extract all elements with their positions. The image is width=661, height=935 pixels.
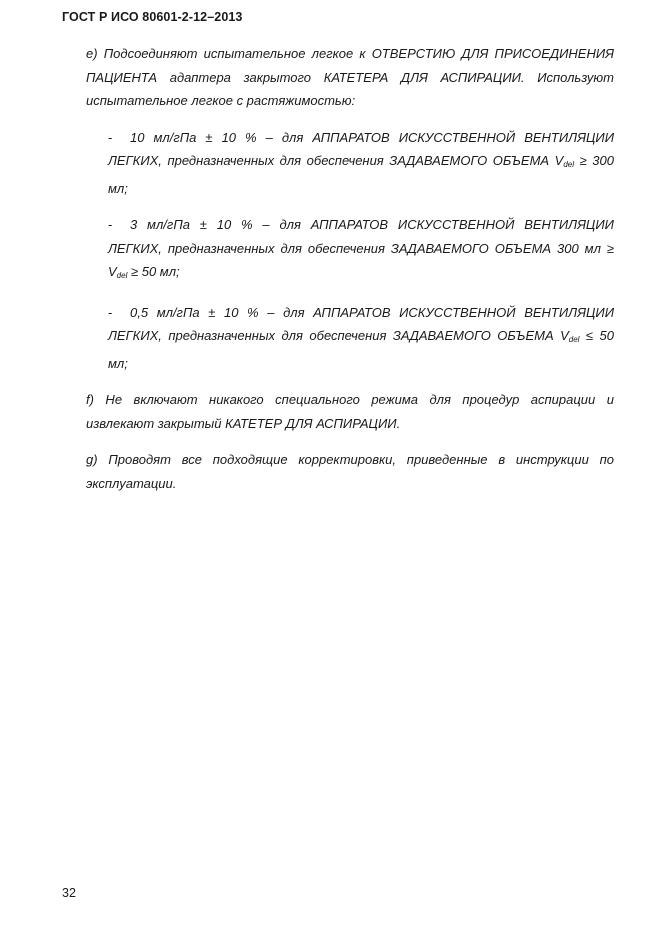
subscript: del <box>116 271 128 280</box>
list-item-text: 10 мл/гПа ± 10 % – для АППАРАТОВ ИСКУССТВЕННОЙ ВЕНТИЛЯЦИИ ЛЕГКИХ, предназначенных для обеспечения ЗАДАВАЕМОГО ОБЪЕМА V <box>108 129 614 168</box>
list-item-compliance-3 <box>108 213 614 288</box>
paragraph-e: e) Подсоединяют испытательное легкое к ОТВЕРСТИЮ ДЛЯ ПРИСОЕДИНЕНИЯ ПАЦИЕНТА адаптера закрытого КАТЕТЕРА ДЛЯ АСПИРАЦИИ. Используют испытательное легкое с растяжимостью: <box>86 46 614 108</box>
document-header: ГОСТ Р ИСО 80601-2-12–2013 <box>62 10 243 24</box>
list-item-text-end: ≥ 300 мл; <box>108 153 614 196</box>
list-item-compliance-0-5 <box>108 301 614 376</box>
document-body <box>86 42 614 508</box>
paragraph-g: g) Проводят все подходящие корректировки, приведенные в инструкции по эксплуатации. <box>86 452 614 491</box>
subscript: del <box>568 335 580 344</box>
list-dash: - <box>108 129 113 145</box>
list-item-compliance-10 <box>108 126 614 201</box>
list-item-text: 3 мл/гПа ± 10 % – для АППАРАТОВ ИСКУССТВЕННОЙ ВЕНТИЛЯЦИИ ЛЕГКИХ, предназначенных для обеспечения ЗАДАВАЕМОГО ОБЪЕМА 300 мл ≥ V <box>108 217 614 279</box>
list-dash: - <box>108 217 113 232</box>
subscript: del <box>563 160 575 169</box>
page-number: 32 <box>62 886 76 900</box>
list-item-text: 0,5 мл/гПа ± 10 % – для АППАРАТОВ ИСКУССТВЕННОЙ ВЕНТИЛЯЦИИ ЛЕГКИХ, предназначенных для обеспечения ЗАДАВАЕМОГО ОБЪЕМА V <box>108 304 614 343</box>
paragraph-f: f) Не включают никакого специального режима для процедур аспирации и извлекают закрытый КАТЕТЕР ДЛЯ АСПИРАЦИИ. <box>86 392 614 431</box>
list-item-text-end: ≥ 50 мл; <box>127 264 180 279</box>
list-item-text-end: ≤ 50 мл; <box>108 328 614 371</box>
list-dash: - <box>108 304 113 320</box>
